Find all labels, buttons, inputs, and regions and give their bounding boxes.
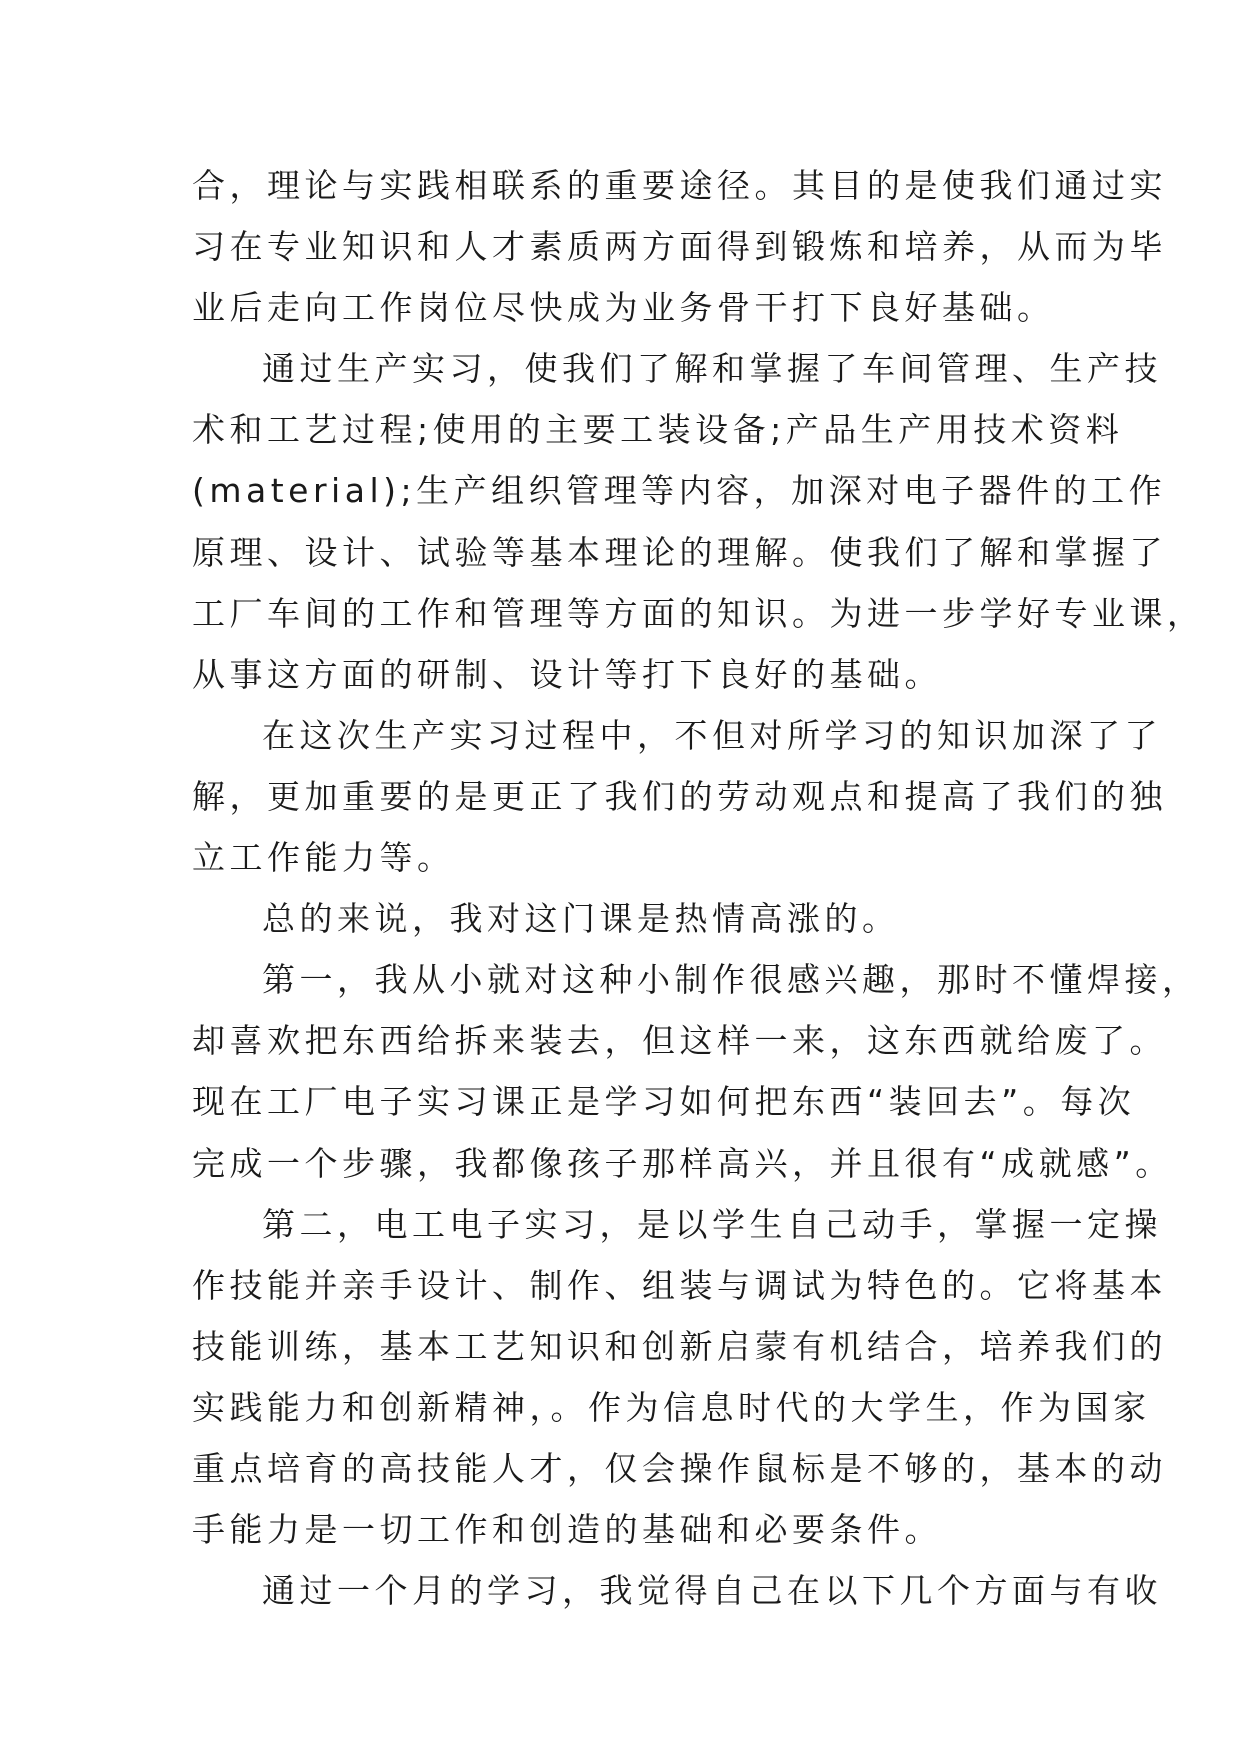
- text-line: 现在工厂电子实习课正是学习如何把东西“装回去”。每次: [192, 1082, 1136, 1122]
- text-line: 却喜欢把东西给拆来装去，但这样一来，这东西就给废了。: [192, 1021, 1167, 1061]
- text-line: 实践能力和创新精神，。作为信息时代的大学生，作为国家: [192, 1387, 1151, 1427]
- paragraph: [192, 1560, 1162, 1621]
- text-line: 原理、设计、试验等基本理论的理解。使我们了解和掌握了: [192, 532, 1167, 572]
- text-line: 手能力是一切工作和创造的基础和必要条件。: [192, 1510, 942, 1550]
- text-line: 通过一个月的学习，我觉得自己在以下几个方面与有收: [262, 1571, 1162, 1611]
- paragraph: [192, 888, 1072, 949]
- paragraph: [192, 155, 1167, 338]
- text-line: 习在专业知识和人才素质两方面得到锻炼和培养，从而为毕: [192, 227, 1167, 267]
- paragraph: [192, 705, 1167, 888]
- text-line: 第二，电工电子实习，是以学生自己动手，掌握一定操: [262, 1204, 1162, 1244]
- text-line: 工厂车间的工作和管理等方面的知识。为进一步学好专业课，: [192, 593, 1205, 633]
- text-line: 作技能并亲手设计、制作、组装与调试为特色的。它将基本: [192, 1265, 1167, 1305]
- text-line: 合，理论与实践相联系的重要途径。其目的是使我们通过实: [192, 166, 1167, 205]
- text-line: 重点培育的高技能人才，仅会操作鼠标是不够的，基本的动: [192, 1448, 1167, 1488]
- text-line: 技能训练，基本工艺知识和创新启蒙有机结合，培养我们的: [192, 1326, 1167, 1366]
- text-line: (material);生产组织管理等内容，加深对电子器件的工作: [192, 471, 1167, 511]
- text-line: 总的来说，我对这门课是热情高涨的。: [262, 899, 900, 939]
- document-body: [192, 155, 1205, 1621]
- text-line: 第一，我从小就对这种小制作很感兴趣，那时不懂焊接，: [262, 960, 1200, 1000]
- paragraph: [192, 1194, 1167, 1561]
- paragraph: [192, 338, 1205, 705]
- text-line: 术和工艺过程;使用的主要工装设备;产品生产用技术资料: [192, 410, 1124, 450]
- text-line: 从事这方面的研制、设计等打下良好的基础。: [192, 654, 942, 694]
- text-line: 解，更加重要的是更正了我们的劳动观点和提高了我们的独: [192, 776, 1167, 816]
- paragraph: [192, 949, 1200, 1193]
- text-line: 完成一个步骤，我都像孩子那样高兴，并且很有“成就感”。: [192, 1143, 1173, 1183]
- text-line: 业后走向工作岗位尽快成为业务骨干打下良好基础。: [192, 288, 1055, 328]
- text-line: 在这次生产实习过程中，不但对所学习的知识加深了了: [262, 715, 1162, 755]
- text-line: 立工作能力等。: [192, 838, 455, 878]
- text-line: 通过生产实习，使我们了解和掌握了车间管理、生产技: [262, 349, 1162, 389]
